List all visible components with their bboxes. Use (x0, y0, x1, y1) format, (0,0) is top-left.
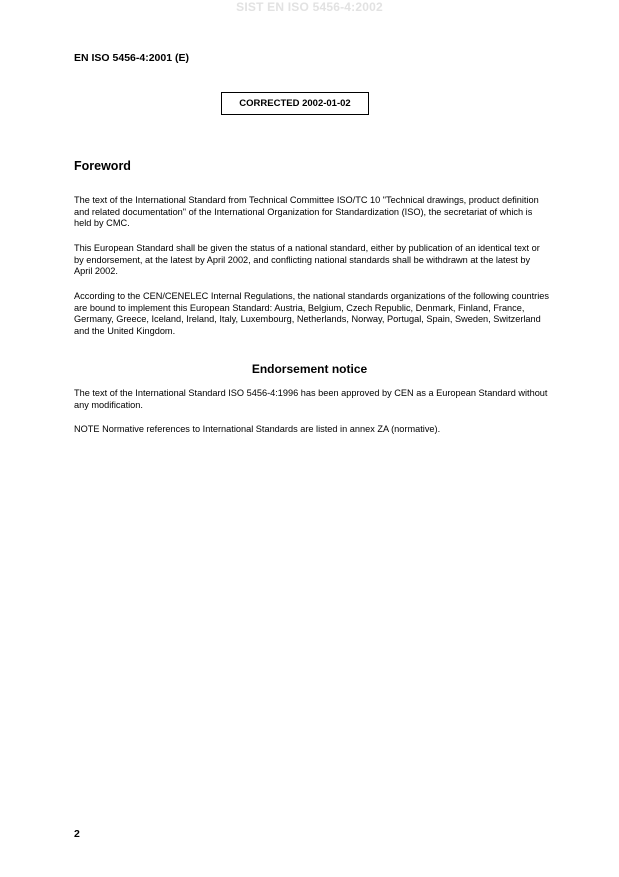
page-number: 2 (74, 828, 80, 840)
corrected-box (221, 92, 369, 115)
endorsement-heading: Endorsement notice (251, 362, 368, 376)
corrected-label: CORRECTED 2002-01-02 (239, 98, 351, 109)
foreword-paragraph: According to the CEN/CENELEC Internal Regulations, the national standards organizations of the following countries are bound to implement this European Standard: Austria, Belgium, Czech Republic, Denmark, Finland, France, Germany, Greece, Iceland, Ireland, Italy, Luxembourg, Netherlands, Norway, Portugal, Spain, Sweden, Switzerland and the United Kingdom. (74, 291, 549, 336)
foreword-paragraph: This European Standard shall be given the status of a national standard, either by publication of an identical text or by endorsement, at the latest by April 2002, and conflicting national standards shall be withdrawn at the latest by April 2002. (74, 243, 540, 277)
foreword-paragraph: The text of the International Standard from Technical Committee ISO/TC 10 "Technical drawings, product definition and related documentation" of the International Organization for Standardization (ISO), the secretariat of which is held by CMC. (74, 195, 539, 229)
endorsement-note: NOTE Normative references to International Standards are listed in annex ZA (normative). (74, 424, 441, 434)
foreword-heading: Foreword (74, 159, 131, 173)
document-identifier: EN ISO 5456-4:2001 (E) (74, 52, 189, 64)
endorsement-paragraph: The text of the International Standard ISO 5456-4:1996 has been approved by CEN as a European Standard without any modification. (74, 388, 548, 410)
watermark: SIST EN ISO 5456-4:2002 (236, 0, 383, 14)
